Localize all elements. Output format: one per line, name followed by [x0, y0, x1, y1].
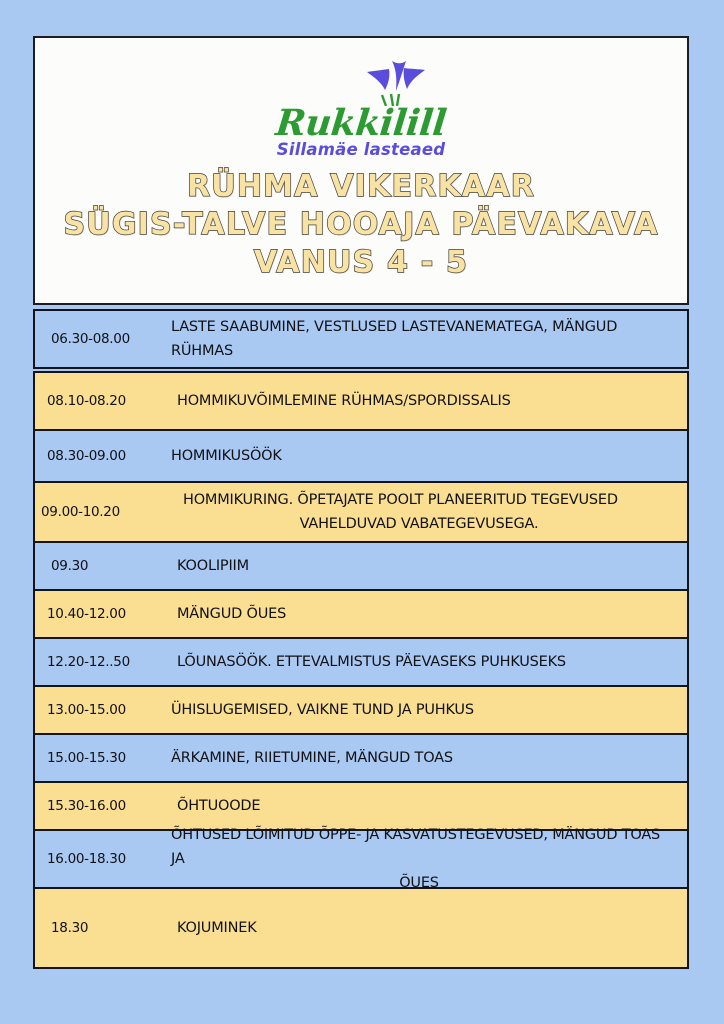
- row-activity: KOOLIPIIM: [177, 558, 249, 574]
- table-row: [33, 589, 689, 639]
- logo-wordmark: Rukkilill: [273, 102, 449, 144]
- table-row: [33, 429, 689, 483]
- table-row: [33, 541, 689, 591]
- title-line-1: RÜHMA VIKERKAAR: [186, 169, 536, 204]
- row-activity: HOMMIKUVÕIMLEMINE RÜHMAS/SPORDISSALIS: [177, 393, 511, 409]
- table-row: [33, 733, 689, 783]
- table-row: [33, 829, 689, 889]
- row-activity: KOJUMINEK: [177, 920, 257, 936]
- title-line-3: VANUS 4 - 5: [253, 245, 469, 280]
- table-row: [33, 371, 689, 431]
- table-row: [33, 685, 689, 735]
- schedule-table: [33, 309, 689, 969]
- row-activity: LASTE SAABUMINE, VESTLUSED LASTEVANEMATEGA, MÄNGUD RÜHMAS: [171, 319, 618, 359]
- header-card: [33, 36, 689, 305]
- row-activity: ÄRKAMINE, RIIETUMINE, MÄNGUD TOAS: [171, 750, 453, 766]
- cornflower-icon: [365, 60, 427, 106]
- row-time: 09.00-10.20: [41, 504, 120, 520]
- row-time: 08.30-09.00: [47, 448, 126, 464]
- row-activity: HOMMIKURING. ÕPETAJATE POOLT PLANEERITUD TEGEVUSED: [183, 492, 618, 508]
- row-activity: MÄNGUD ÕUES: [177, 606, 287, 622]
- row-time: 09.30: [51, 558, 89, 574]
- row-time: 10.40-12.00: [47, 606, 126, 622]
- title-line-2: SÜGIS-TALVE HOOAJA PÄEVAKAVA: [63, 207, 659, 242]
- row-activity: LÕUNASÖÖK. ETTEVALMISTUS PÄEVASEKS PUHKUSEKS: [177, 654, 566, 670]
- row-time: 08.10-08.20: [47, 393, 126, 409]
- table-row: [33, 637, 689, 687]
- row-activity: ÕHTUOODE: [177, 798, 261, 814]
- schedule-sheet: [33, 36, 689, 969]
- poster-title: [35, 168, 687, 282]
- row-time: 16.00-18.30: [47, 851, 126, 867]
- row-activity: ÜHISLUGEMISED, VAIKNE TUND JA PUHKUS: [171, 702, 474, 718]
- table-row: [33, 887, 689, 969]
- row-time: 06.30-08.00: [51, 331, 130, 347]
- row-time: 15.30-16.00: [47, 798, 126, 814]
- row-activity: ÕHTUSED LÕIMITUD ÕPPE- JA KASVATUSTEGEVUSED, MÄNGUD TOAS JA: [171, 827, 661, 867]
- row-time: 18.30: [51, 920, 89, 936]
- row-activity: HOMMIKUSÖÖK: [171, 448, 282, 464]
- table-row: [33, 309, 689, 369]
- table-row: [33, 481, 689, 543]
- row-activity-line2: ÕUES: [399, 875, 439, 891]
- kindergarten-logo: [261, 52, 461, 162]
- row-time: 12.20-12..50: [47, 654, 130, 670]
- row-time: 15.00-15.30: [47, 750, 126, 766]
- logo-subtitle: Sillamäe lasteaed: [276, 140, 446, 159]
- row-activity-line2: VAHELDUVAD VABATEGEVUSEGA.: [299, 516, 539, 532]
- row-time: 13.00-15.00: [47, 702, 126, 718]
